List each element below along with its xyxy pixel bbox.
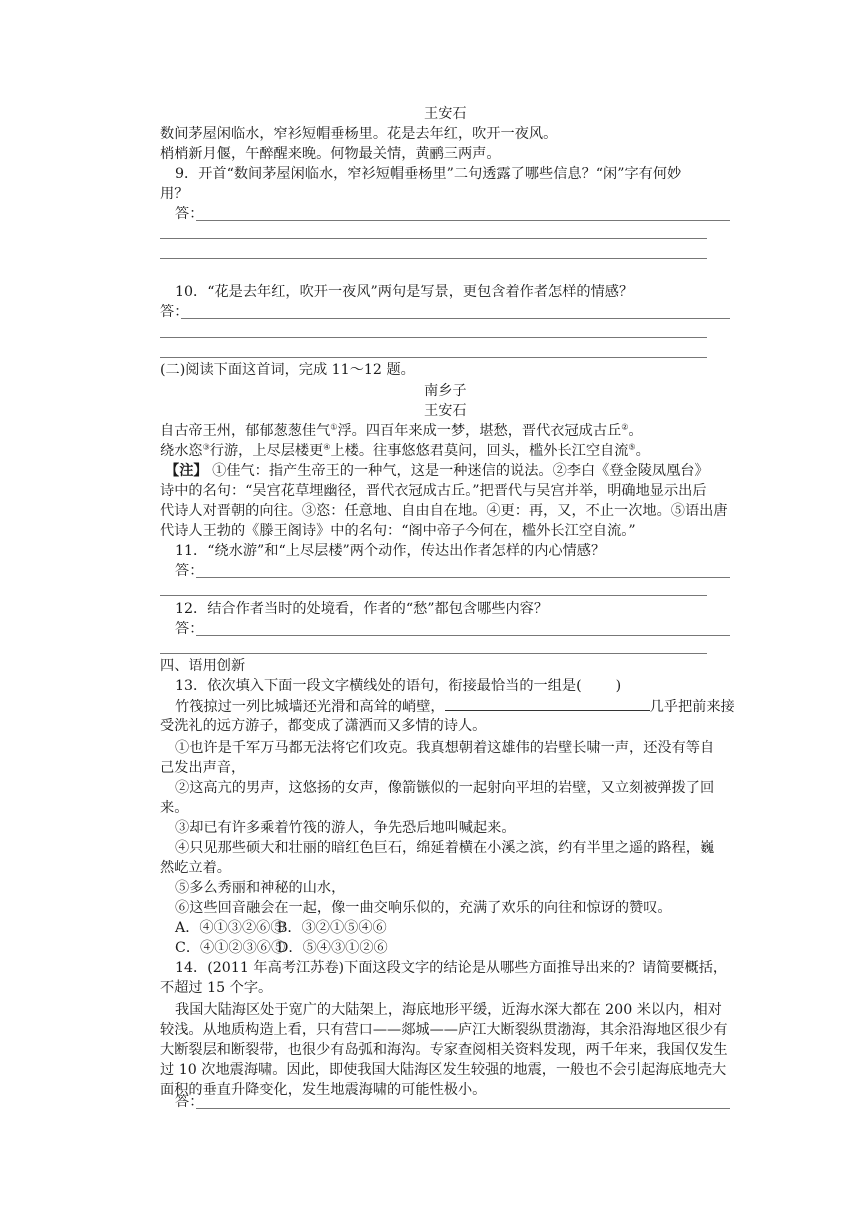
poem1-line-1: 数间茅屋闲临水，窄衫短帽垂杨里。花是去年红，吹开一夜风。	[160, 126, 558, 142]
poem1-author: 王安石	[424, 106, 467, 122]
footnote-ref: ④	[323, 442, 331, 452]
choice-A[interactable]: A．④①③②⑥⑤	[175, 920, 285, 936]
footnote-ref: ①	[330, 422, 338, 432]
answer-9[interactable]	[175, 204, 203, 224]
question-12: 12．结合作者当时的处境看，作者的“愁”都包含哪些内容？	[175, 601, 549, 617]
note-tag: 【注】	[165, 463, 208, 479]
question-10: 10．“花是去年红，吹开一夜风”两句是写景，更包含着作者怎样的情感？	[175, 284, 634, 300]
answer-label: 答：	[160, 304, 189, 320]
q13-option-6: ⑥这些回音融会在一起，像一曲交响乐似的，充满了欢乐的向往和惊讶的赞叹。	[175, 900, 672, 916]
question-9-cont: 用？	[160, 186, 189, 202]
answer-line	[160, 258, 707, 259]
answer-line	[181, 318, 730, 319]
notes-line-4: 代诗人王勃的《滕王阁诗》中的名句：“阁中帝子今何在，槛外长江空自流。”	[160, 523, 636, 539]
answer-line	[160, 595, 707, 596]
poem2-author: 王安石	[424, 403, 467, 419]
fill-blank[interactable]	[445, 696, 650, 711]
q14-passage-4: 过 10 次地震海啸。因此，即使我国大陆海区发生较强的地震，一般也不会引起海底地壳大	[160, 1062, 727, 1078]
footnote-ref: ⑤	[628, 442, 636, 452]
question-14-cont: 不超过 15 个字。	[160, 980, 273, 996]
q13-option-4: ④只见那些硕大和壮丽的暗红色巨石，绵延着横在小溪之滨，约有半里之遥的路程，巍	[175, 840, 715, 856]
answer-line	[196, 220, 730, 221]
q13-passage-2: 受洗礼的远方游子，都变成了潇洒而又多情的诗人。	[160, 718, 487, 734]
q13-option-4-cont: 然屹立着。	[160, 860, 231, 876]
answer-14[interactable]	[175, 1092, 203, 1112]
q13-option-1: ①也许是千军万马都无法将它们攻克。我真想朝着这雄伟的岩壁长啸一声，还没有等自	[175, 740, 715, 756]
q13-option-3: ③却已有许多乘着竹筏的游人，争先恐后地叫喊起来。	[175, 820, 516, 836]
answer-label: 答：	[175, 563, 204, 579]
answer-line	[160, 337, 707, 338]
notes-line-3: 代诗人对晋朝的向往。③恣：任意地、自由自在地。④更：再，又，不止一次地。⑤语出唐	[160, 503, 728, 519]
q14-passage-5: 面积的垂直升降变化，发生地震海啸的可能性极小。	[160, 1082, 487, 1098]
notes-line-1: 【注】 ①佳气：指产生帝王的一种气，这是一种迷信的说法。②李白《登金陵凤凰台》	[165, 463, 709, 479]
answer-label: 答：	[175, 206, 204, 222]
choice-C[interactable]: C．④①②③⑥⑤	[175, 940, 286, 956]
question-14: 14．(2011 年高考江苏卷)下面这段文字的结论是从哪些方面推导出来的？请简要概括，	[175, 960, 728, 976]
answer-label: 答：	[175, 621, 204, 637]
q14-passage-3: 大断裂层和断裂带，也很少有岛弧和海沟。专家查阅相关资料发现，两千年来，我国仅发生	[160, 1042, 728, 1058]
q14-passage-2: 较浅。从地质构造上看，只有营口——郯城——庐江大断裂纵贯渤海，其余沿海地区很少有	[160, 1022, 728, 1038]
footnote-ref: ③	[202, 442, 210, 452]
choice-D[interactable]: D．⑤④③①②⑥	[277, 940, 388, 956]
answer-label: 答：	[175, 1094, 204, 1110]
answer-line	[196, 577, 730, 578]
poem2-title: 南乡子	[424, 383, 467, 399]
q13-option-2: ②这高亢的男声，这悠扬的女声，像箭镞似的一起射向平坦的岩壁，又立刻被弹拨了回	[175, 780, 715, 796]
choice-B[interactable]: B．③②①⑤④⑥	[277, 920, 387, 936]
q13-option-2-cont: 来。	[160, 800, 189, 816]
answer-line	[160, 357, 707, 358]
question-13: 13．依次填入下面一段文字横线处的语句，衔接最恰当的一组是( )	[175, 678, 622, 694]
q14-passage-1: 我国大陆海区处于宽广的大陆架上，海底地形平缓，近海水深大都在 200 米以内，相对	[175, 1002, 722, 1018]
question-11: 11．“绕水游”和“上尽层楼”两个动作，传达出作者怎样的内心情感？	[175, 543, 606, 559]
answer-line	[160, 653, 707, 654]
section4-heading: 四、语用创新	[160, 658, 246, 674]
section2-intro: (二)阅读下面这首词，完成 11～12 题。	[160, 362, 415, 378]
footnote-ref: ②	[621, 422, 629, 432]
question-9: 9．开首“数间茅屋闲临水，窄衫短帽垂杨里”二句透露了哪些信息？“闲”字有何妙	[175, 166, 682, 182]
q13-passage-1: 竹筏掠过一列比城墙还光滑和高耸的峭壁， 几乎把前来接	[175, 696, 735, 717]
poem2-line-2: 绕水恣③行游，上尽层楼更④上楼。往事悠悠君莫问，回头，槛外长江空自流⑤。	[160, 442, 650, 459]
poem1-line-2: 梢梢新月偃，午醉醒来晚。何物最关情，黄鹂三两声。	[160, 146, 501, 162]
answer-line	[160, 238, 707, 239]
q13-option-1-cont: 己发出声音，	[160, 760, 246, 776]
answer-line	[196, 635, 730, 636]
poem2-line-1: 自古帝王州，郁郁葱葱佳气①浮。四百年来成一梦，堪愁，晋代衣冠成古丘②。	[160, 422, 643, 439]
answer-line	[196, 1108, 730, 1109]
answer-12[interactable]	[175, 619, 203, 639]
answer-10[interactable]	[160, 302, 188, 322]
answer-11[interactable]	[175, 561, 203, 581]
notes-line-2: 诗中的名句：“吴宫花草埋幽径，晋代衣冠成古丘。”把晋代与吴宫并举，明确地显示出后	[160, 483, 707, 499]
q13-option-5: ⑤多么秀丽和神秘的山水，	[175, 880, 346, 896]
